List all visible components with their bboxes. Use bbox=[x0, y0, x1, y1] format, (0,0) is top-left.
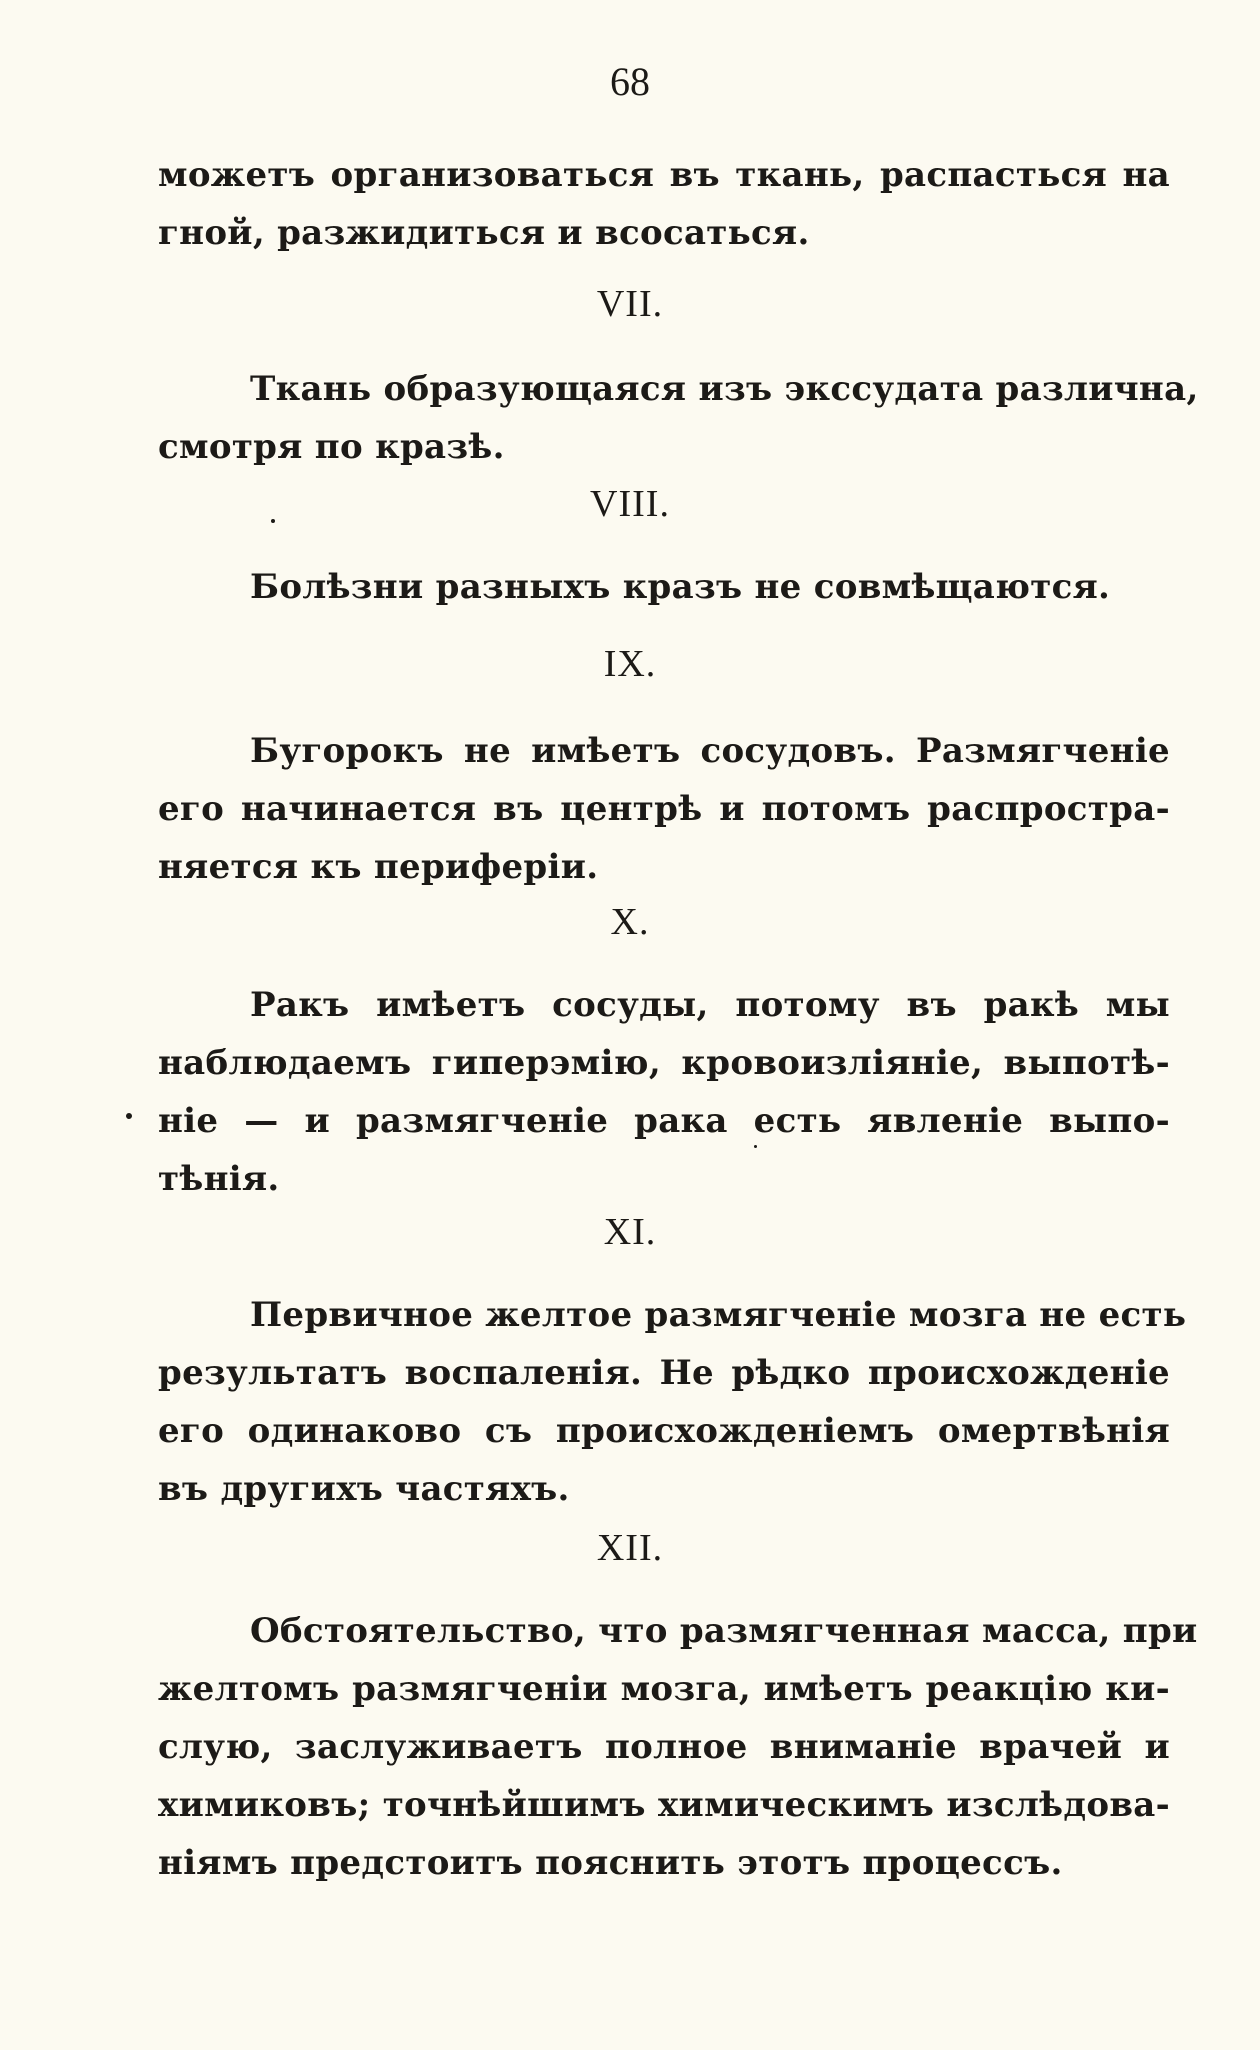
text-line: Обстоятельство, что размягченная масса, при bbox=[250, 1611, 1198, 1651]
text-line: его одинаково съ происхожденіемъ омертвѣнія bbox=[158, 1411, 1170, 1451]
section-heading-xi: XI. bbox=[603, 1211, 657, 1253]
ink-speck bbox=[271, 519, 275, 523]
section-heading-xii: XII. bbox=[596, 1527, 664, 1569]
section-heading-ix: IX. bbox=[603, 643, 657, 685]
text-line: Болѣзни разныхъ кразъ не совмѣщаются. bbox=[250, 567, 1111, 607]
ink-speck bbox=[754, 1145, 757, 1148]
text-line: Ткань образующаяся изъ экссудата различна, bbox=[250, 369, 1199, 409]
section-xii-paragraph bbox=[158, 1602, 1198, 1892]
text-line: результатъ воспаленія. Не рѣдко происхожденіе bbox=[158, 1353, 1170, 1393]
section-xi-paragraph bbox=[158, 1286, 1187, 1518]
text-line: няется къ периферіи. bbox=[158, 847, 599, 887]
text-line: можетъ организоваться въ ткань, распасться на bbox=[158, 155, 1170, 195]
text-line: Первичное желтое размягченіе мозга не есть bbox=[250, 1295, 1187, 1335]
text-line: слую, заслуживаетъ полное вниманіе врачей и bbox=[158, 1727, 1170, 1767]
continuation-paragraph bbox=[158, 146, 1170, 262]
text-line: Бугорокъ не имѣетъ сосудовъ. Размягченіе bbox=[250, 731, 1170, 771]
text-line: гной, разжидиться и всосаться. bbox=[158, 213, 810, 253]
section-ix-paragraph bbox=[158, 722, 1170, 896]
text-line: желтомъ размягченіи мозга, имѣетъ реакцію ки- bbox=[158, 1669, 1170, 1709]
text-line: ніямъ предстоитъ пояснить этотъ процессъ. bbox=[158, 1843, 1063, 1883]
section-heading-vii: VII. bbox=[596, 283, 664, 325]
section-heading-viii: VIII. bbox=[590, 483, 670, 525]
text-line: ніе — и размягченіе рака есть явленіе выпо- bbox=[158, 1101, 1170, 1141]
section-vii-paragraph bbox=[158, 360, 1199, 476]
text-line: наблюдаемъ гиперэмію, кровоизліяніе, выпотѣ- bbox=[158, 1043, 1170, 1083]
section-heading-x: X. bbox=[610, 901, 650, 943]
section-viii-paragraph bbox=[158, 558, 1170, 616]
text-line: Ракъ имѣетъ сосуды, потому въ ракѣ мы bbox=[250, 985, 1170, 1025]
text-line: смотря по кразѣ. bbox=[158, 427, 505, 467]
page-number: 68 bbox=[610, 59, 650, 104]
text-line: химиковъ; точнѣйшимъ химическимъ изслѣдова- bbox=[158, 1785, 1170, 1825]
text-line: тѣнія. bbox=[158, 1159, 280, 1199]
ink-speck bbox=[126, 1113, 132, 1119]
text-line: его начинается въ центрѣ и потомъ распростра- bbox=[158, 789, 1170, 829]
section-x-paragraph bbox=[158, 976, 1170, 1208]
text-line: въ другихъ частяхъ. bbox=[158, 1469, 570, 1509]
